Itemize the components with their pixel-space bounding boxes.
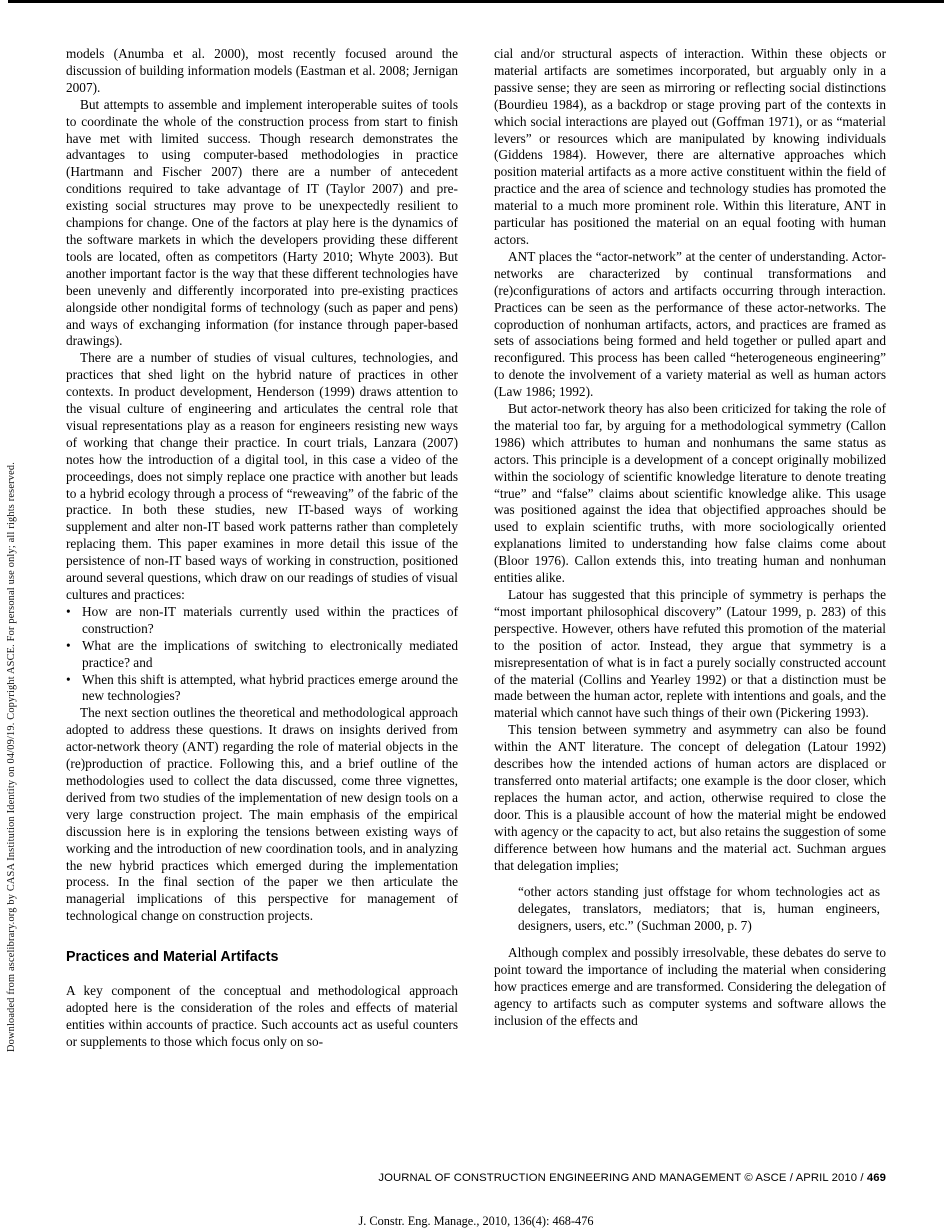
download-watermark-text: Downloaded from ascelibrary.org by CASA Institution Identity on 04/09/19. Copyright ASCE. For personal use only; all rights reserved. xyxy=(6,461,17,1052)
paragraph: Although complex and possibly irresolvable, these debates do serve to point toward the importance of including the material when considering how practices emerge and are transformed. Considering the delegation of agency to artifacts such as computer systems and software allows the inclusion of the effects and xyxy=(494,945,886,1028)
paragraph: But attempts to assemble and implement interoperable suites of tools to coordinate the whole of the construction process from start to finish have met with limited success. Though research demonstrates the advantages to using computer-based methodologies in practice (Hartmann and Fischer 2007) there are a number of antecedent conditions required to take advantage of IT (Taylor 2007) and pre-existing social structures may prove to be unexpectedly resilient to champions for change. One of the factors at play here is the dynamics of the software markets in which the developers providing these different tools are located, often as competitors (Harty 2010; Whyte 2003). But another important factor is the way that these different technologies have been unevenly and differently incorporated into pre-existing practices alongside other nondigital forms of technology (such as paper and pens) and ways of exchanging information (for instance through paper-based drawings). xyxy=(66,96,458,349)
block-quote: “other actors standing just offstage for whom technologies act as delegates, translators, mediators; that is, human engineers, designers, users, etc.” (Suchman 2000, p. 7) xyxy=(518,884,880,934)
bullet-text: How are non-IT materials currently used within the practices of construction? xyxy=(82,603,458,636)
article-body xyxy=(66,46,886,1051)
page-number: 469 xyxy=(866,1172,886,1184)
paragraph: Latour has suggested that this principle of symmetry is perhaps the “most important philosophical discovery” (Latour 1999, p. 283) of this perspective. However, others have refuted this promotion of the material to the position of actor. Instead, they argue that symmetry is a misrepresentation of what is in fact a purely socially constructed account of the material (Collins and Yearley 1992) or that a distinction must be made between the human actor, replete with intentions and goals, and the material which cannot have such things of their own (Pickering 1993). xyxy=(494,587,886,721)
paragraph: A key component of the conceptual and methodological approach adopted here is the consideration of the roles and effects of material entities within accounts of practice. Such accounts act as useful counters or supplements to those which focus only on so- xyxy=(66,983,458,1049)
bullet-list xyxy=(66,604,458,705)
paragraph: models (Anumba et al. 2000), most recently focused around the discussion of building information models (Eastman et al. 2008; Jernigan 2007). xyxy=(66,46,458,95)
paragraph: The next section outlines the theoretical and methodological approach adopted to address these questions. It draws on insights derived from actor-network theory (ANT) regarding the role of material objects in the (re)production of practice. Following this, and a brief outline of the methodologies used to collect the data discussed, come three vignettes, derived from two studies of the implementation of new design tools on a very large construction project. The main emphasis of the empirical discussion here is in exploring the tensions between existing ways of working and the introduction of new coordination tools, and in analyzing the new hybrid practices which emerged during the implementation process. In the final section of the paper we then articulate the managerial implications of this perspective for management of technological change on construction projects. xyxy=(66,705,458,924)
journal-footer-text: JOURNAL OF CONSTRUCTION ENGINEERING AND MANAGEMENT © ASCE / APRIL 2010 / xyxy=(378,1172,867,1184)
bullet-marker-icon: • xyxy=(66,671,71,687)
citation-line: J. Constr. Eng. Manage., 2010, 136(4): 468-476 xyxy=(358,1214,594,1228)
bullet-item xyxy=(66,672,458,706)
paragraph: There are a number of studies of visual cultures, technologies, and practices that shed light on the hybrid nature of practices in other contexts. In product development, Henderson (1999) draws attention to the visual culture of engineering and articulates the central role that visual representations play as a reason for engineers resisting new ways of working that change their practice. In court trials, Lanzara (2007) notes how the introduction of a digital tool, in this case a video of the proceedings, does not simply replace one practice with another but leads to a hybrid ecology through a process of “reweaving” of the fabric of the practice. In both these studies, new IT-based ways of working supplement and alter non-IT based work patterns rather than completely replacing them. This paper examines in more detail this issue of the persistence of non-IT based ways of working in construction, positioned around several questions, which draw on our readings of studies of visual cultures and practices: xyxy=(66,350,458,602)
bullet-item xyxy=(66,638,458,672)
running-footer xyxy=(66,1172,886,1184)
left-column xyxy=(66,46,458,1051)
bullet-marker-icon: • xyxy=(66,637,71,653)
bullet-text: What are the implications of switching to electronically mediated practice? and xyxy=(82,637,458,670)
section-heading: Practices and Material Artifacts xyxy=(66,949,279,966)
paragraph: ANT places the “actor-network” at the center of understanding. Actor-networks are characterized by continual transformations and (re)configurations of actors and artifacts occurring through interaction. Practices can be seen as the performance of these actor-networks. The coproduction of nonhuman artifacts, actors, and practices are framed as sets of associations being formed and held together or pulled apart and reconfigured. This process has been called “heterogeneous engineering” to denote the involvement of a variety material as well as human actors (Law 1986; 1992). xyxy=(494,248,886,400)
bullet-marker-icon: • xyxy=(66,603,71,619)
scan-edge-line xyxy=(8,0,944,3)
paragraph: But actor-network theory has also been criticized for taking the role of the material too far, by arguing for a methodological symmetry (Callon 1986) which attributes to human and nonhumans the same status as actors. This principle is a development of a concept originally mobilized within the sociology of scientific knowledge literature to denote treating “true” and “false” claims about scientific knowledge alike. This usage was positioned against the idea that objectified approaches should be used to explain scientific truths, with more sociologically oriented explanations limited to understanding how false claims come about (Bloor 1976). Callon extends this, into treating human and nonhuman entities alike. xyxy=(494,401,886,586)
bullet-text: When this shift is attempted, what hybrid practices emerge around the new technologies? xyxy=(82,671,458,704)
paragraph: This tension between symmetry and asymmetry can also be found within the ANT literature. The concept of delegation (Latour 1992) describes how the intended actions of human actors are displaced or transferred onto material artifacts; one example is the door closer, which replaces the human actor, and action, otherwise required to close the door. This is a plausible account of how the material might be endowed with agency or the capacity to act, but also retains the suggestion of some difference between how humans and the material act. Suchman argues that delegation implies; xyxy=(494,722,886,873)
paragraph: cial and/or structural aspects of interaction. Within these objects or material artifacts are sometimes incorporated, but arguably only in a passive sense; they are seen as mirroring or reflecting social distinctions (Bourdieu 1984), as a backdrop or stage proving part of the contexts in which social interactions are played out (Goffman 1971), or as “material levers” or resources which are manipulated by knowing individuals (Giddens 1984). However, there are alternative approaches which position material artifacts as a more active constituent within the field of practice and the area of science and technology studies has promoted the material to a much more prominent role. Within this literature, ANT in particular has positioned the material on an equal footing with human actors. xyxy=(494,46,886,247)
bullet-item xyxy=(66,604,458,638)
right-column xyxy=(494,46,886,1051)
